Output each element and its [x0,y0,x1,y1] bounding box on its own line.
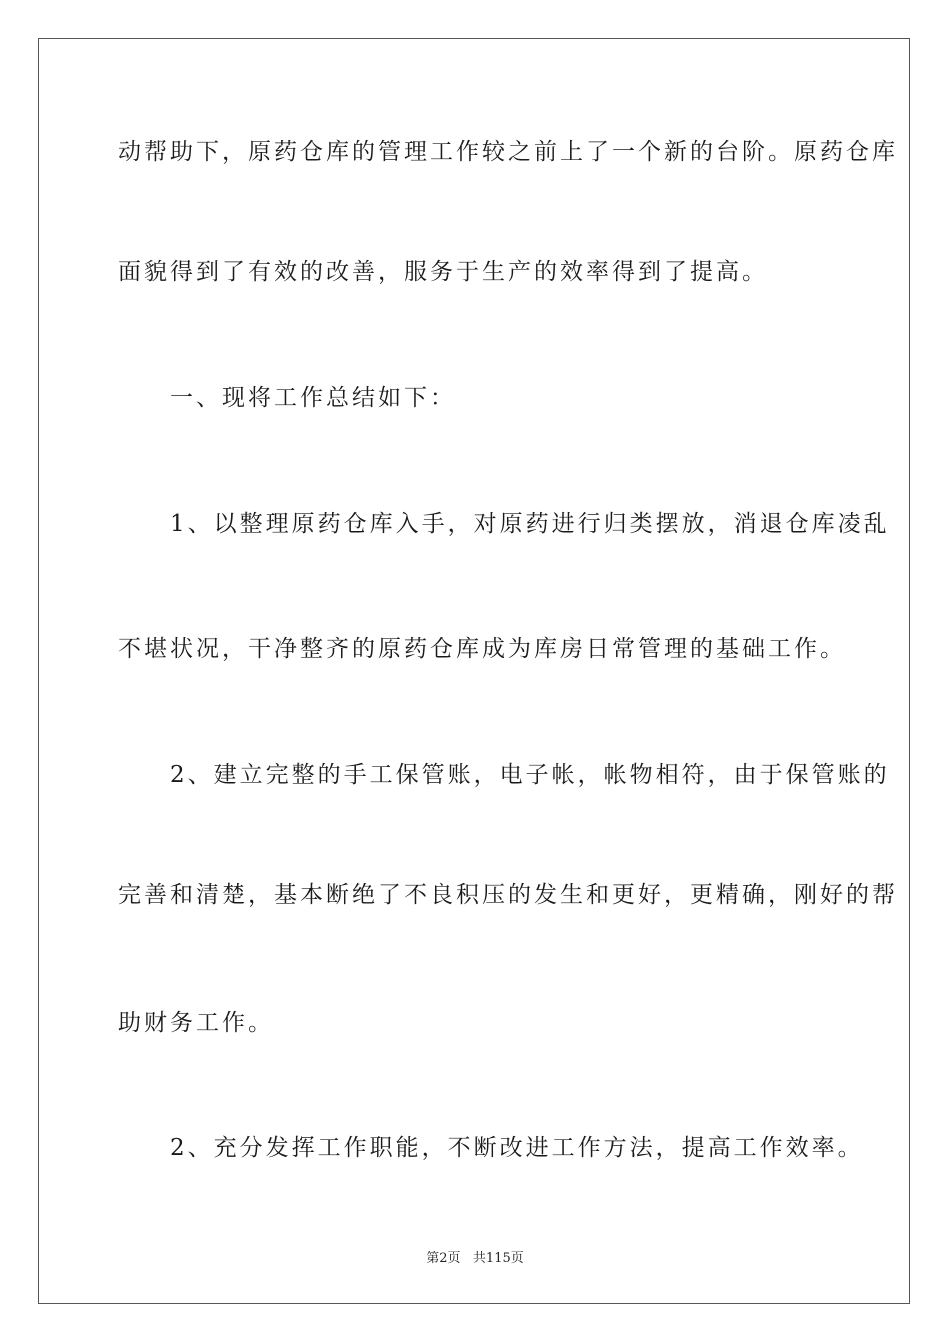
paragraph-line: 动帮助下，原药仓库的管理工作较之前上了一个新的台阶。原药仓库 [118,139,898,165]
paragraph-line: 面貌得到了有效的改善，服务于生产的效率得到了提高。 [118,259,768,285]
paragraph-line: 完善和清楚，基本断绝了不良积压的发生和更好，更精确，刚好的帮 [118,882,898,908]
paragraph-line: 1、以整理原药仓库入手，对原药进行归类摆放，消退仓库凌乱 [118,511,890,537]
paragraph-line: 不堪状况，干净整齐的原药仓库成为库房日常管理的基础工作。 [118,636,846,662]
page-border [38,38,910,1304]
section-heading: 一、现将工作总结如下： [118,385,456,411]
page-number-footer: 第2页 共115页 [426,1251,524,1266]
paragraph-line: 2、充分发挥工作职能，不断改进工作方法，提高工作效率。 [118,1135,864,1161]
paragraph-line: 2、建立完整的手工保管账，电子帐，帐物相符，由于保管账的 [118,762,890,788]
paragraph-line: 助财务工作。 [118,1010,274,1036]
